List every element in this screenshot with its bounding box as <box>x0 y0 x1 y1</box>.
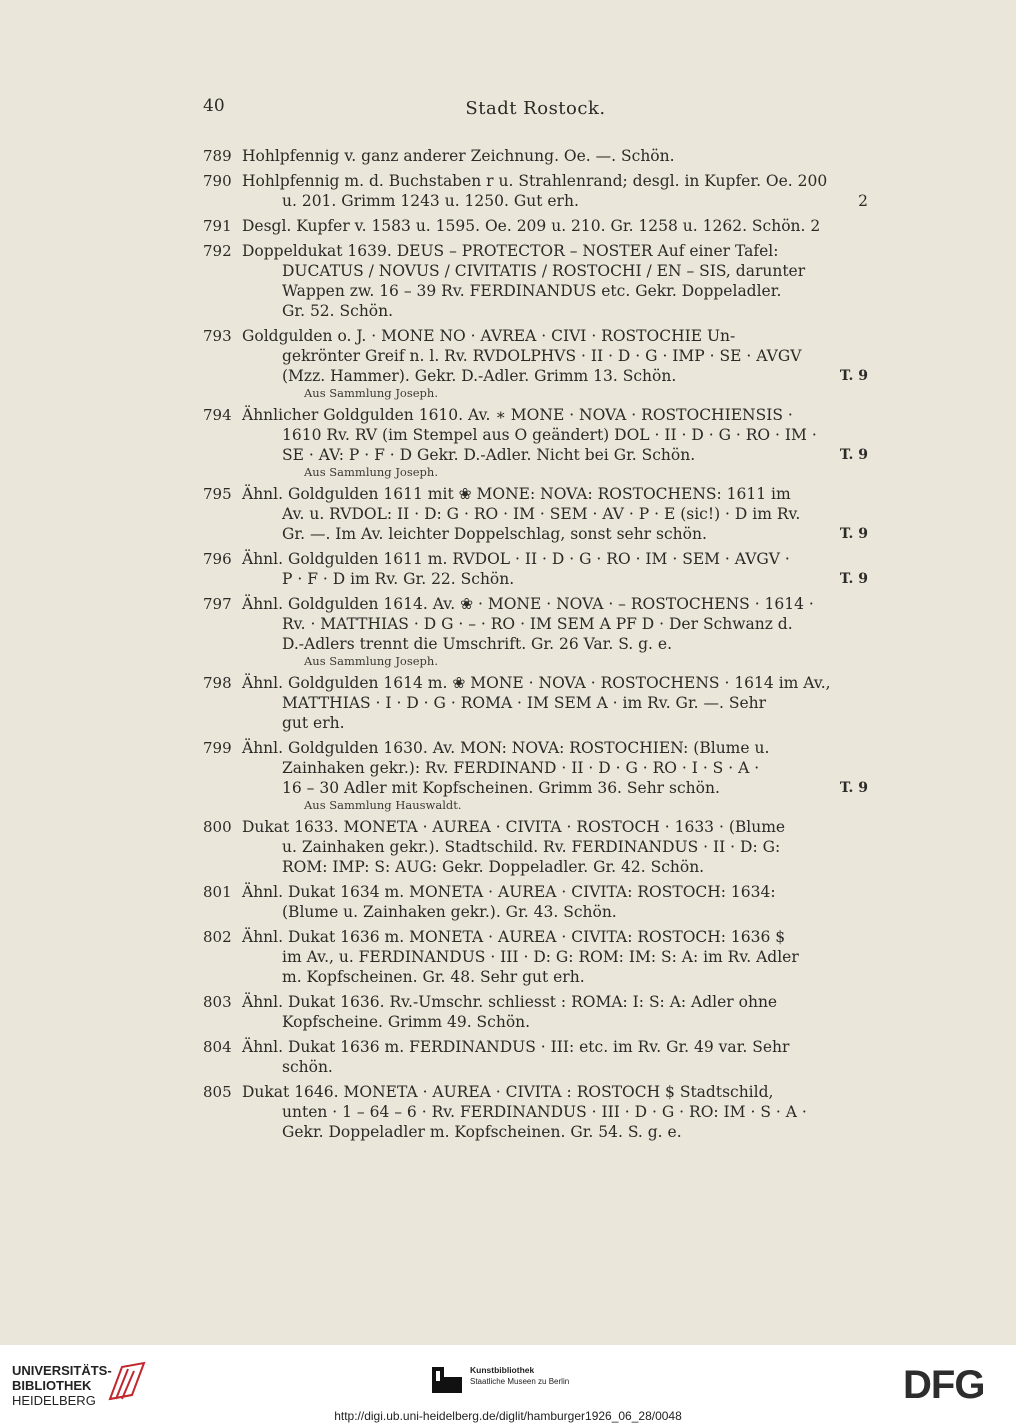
kunstbibliothek-mark-icon <box>432 1367 462 1393</box>
entry-number: 791 <box>203 217 232 235</box>
entry-line: (Mzz. Hammer). Gekr. D.-Adler. Grimm 13. Schön. T. 9 <box>282 367 868 385</box>
entry-number: 795 <box>203 485 232 503</box>
entry-line: Kopfscheine. Grimm 49. Schön. <box>282 1013 531 1031</box>
entry-number: 794 <box>203 406 232 424</box>
entry-line: Zainhaken gekr.): Rv. FERDINAND · II · D · G · RO · I · S · A · <box>282 759 760 777</box>
entry-line: Gr. 52. Schön. <box>282 302 394 320</box>
entry-line: Gekr. Doppeladler m. Kopfscheinen. Gr. 54. S. g. e. <box>282 1123 682 1141</box>
entry-number: 792 <box>203 242 232 260</box>
entry-line: Ähnl. Dukat 1636. Rv.-Umschr. schliesst : ROMA: I: S: A: Adler ohne <box>242 993 778 1011</box>
entry-number: 802 <box>203 928 232 946</box>
permalink-url[interactable]: http://digi.ub.uni-heidelberg.de/diglit/hamburger1926_06_28/0048 <box>334 1409 682 1423</box>
entry-number: 793 <box>203 327 232 345</box>
entry-reference: T. 9 <box>839 447 868 463</box>
entry-line: u. Zainhaken gekr.). Stadtschild. Rv. FERDINANDUS · II · D: G: <box>282 838 781 856</box>
entry-line: Rv. · MATTHIAS · D G · – · RO · IM SEM A PF D · Der Schwanz d. <box>282 615 793 633</box>
entry-line: Ähnlicher Goldgulden 1610. Av. ∗ MONE · NOVA · ROSTOCHIENSIS · <box>242 406 793 424</box>
entry-line: Goldgulden o. J. · MONE NO · AVREA · CIVI · ROSTOCHIE Un- <box>242 327 736 345</box>
provenance-note: Aus Sammlung Joseph. <box>304 465 438 479</box>
entry-line: gekrönter Greif n. l. Rv. RVDOLPHVS · II · D · G · IMP · SE · AVGV <box>282 347 802 365</box>
entry-line: gut erh. <box>282 714 345 732</box>
entry-line: D.-Adlers trennt die Umschrift. Gr. 26 Var. S. g. e. <box>282 635 673 653</box>
catalogue-entry <box>203 549 868 589</box>
entry-number: 805 <box>203 1083 232 1101</box>
catalogue-entry <box>203 594 868 668</box>
entry-line: Doppeldukat 1639. DEUS – PROTECTOR – NOSTER Auf einer Tafel: <box>242 242 779 260</box>
catalogue-entry <box>203 405 868 479</box>
entry-number: 797 <box>203 595 232 613</box>
entry-reference: T. 9 <box>839 526 868 542</box>
entry-line: Ähnl. Dukat 1634 m. MONETA · AUREA · CIVITA: ROSTOCH: 1634: <box>242 883 776 901</box>
catalogue-entry <box>203 1082 868 1142</box>
catalogue-entry <box>203 1037 868 1077</box>
entry-number: 801 <box>203 883 232 901</box>
entry-number: 796 <box>203 550 232 568</box>
digitization-footer: UNIVERSITÄTS- BIBLIOTHEK HEIDELBERG Kunstbibliothek Staatliche Museen zu Berlin DFG http://digi.ub.uni-heidelberg.de/diglit/hamburger1926_06_28/0048 <box>0 1345 1016 1425</box>
entry-number: 798 <box>203 674 232 692</box>
catalogue-entry <box>203 241 868 321</box>
entry-reference: 2 <box>858 192 868 210</box>
catalogue-entry <box>203 216 868 236</box>
entry-line: DUCATUS / NOVUS / CIVITATIS / ROSTOCHI / EN – SIS, darunter <box>282 262 806 280</box>
page-header <box>203 96 868 124</box>
entry-reference: T. 9 <box>839 571 868 587</box>
entry-line: ROM: IMP: S: AUG: Gekr. Doppeladler. Gr. 42. Schön. <box>282 858 705 876</box>
entry-reference: T. 9 <box>839 780 868 796</box>
entry-line: Ähnl. Dukat 1636 m. MONETA · AUREA · CIVITA: ROSTOCH: 1636 $ <box>242 928 786 946</box>
entry-line: u. 201. Grimm 1243 u. 1250. Gut erh. 2 <box>282 192 868 210</box>
entry-line: MATTHIAS · I · D · G · ROMA · IM SEM A · im Rv. Gr. —. Sehr <box>282 694 767 712</box>
running-title: Stadt Rostock. <box>465 98 606 119</box>
entry-line: 16 – 30 Adler mit Kopfscheinen. Grimm 36. Sehr schön. T. 9 <box>282 779 868 797</box>
entry-number: 800 <box>203 818 232 836</box>
provenance-note: Aus Sammlung Joseph. <box>304 386 438 400</box>
dfg-logo[interactable]: DFG <box>903 1363 985 1407</box>
catalogue-entry <box>203 326 868 400</box>
entry-line: Ähnl. Goldgulden 1614. Av. ❀ · MONE · NOVA · – ROSTOCHENS · 1614 · <box>242 595 814 613</box>
entry-line: P · F · D im Rv. Gr. 22. Schön. T. 9 <box>282 570 868 588</box>
catalogue-entry <box>203 146 868 166</box>
entry-line: Hohlpfennig m. d. Buchstaben r u. Strahlenrand; desgl. in Kupfer. Oe. 200 <box>242 172 828 190</box>
catalogue-entry <box>203 927 868 987</box>
entry-line: Wappen zw. 16 – 39 Rv. FERDINANDUS etc. Gekr. Doppeladler. <box>282 282 782 300</box>
entry-number: 790 <box>203 172 232 190</box>
entry-line: Ähnl. Goldgulden 1630. Av. MON: NOVA: ROSTOCHIEN: (Blume u. <box>242 739 770 757</box>
catalogue-entries <box>203 146 868 1147</box>
entry-reference: T. 9 <box>839 368 868 384</box>
entry-number: 789 <box>203 147 232 165</box>
catalogue-entry <box>203 992 868 1032</box>
entry-line: Ähnl. Dukat 1636 m. FERDINANDUS · III: etc. im Rv. Gr. 49 var. Sehr <box>242 1038 790 1056</box>
entry-line: 1610 Rv. RV (im Stempel aus O geändert) DOL · II · D · G · RO · IM · <box>282 426 817 444</box>
entry-line: SE · AV: P · F · D Gekr. D.-Adler. Nicht bei Gr. Schön. T. 9 <box>282 446 868 464</box>
entry-line: Dukat 1633. MONETA · AUREA · CIVITA · ROSTOCH · 1633 · (Blume <box>242 818 786 836</box>
catalogue-entry <box>203 882 868 922</box>
entry-line: Gr. —. Im Av. leichter Doppelschlag, sonst sehr schön. T. 9 <box>282 525 868 543</box>
entry-line: Desgl. Kupfer v. 1583 u. 1595. Oe. 209 u. 210. Gr. 1258 u. 1262. Schön. 2 <box>242 217 821 235</box>
provenance-note: Aus Sammlung Joseph. <box>304 654 438 668</box>
entry-line: unten · 1 – 64 – 6 · Rv. FERDINANDUS · III · D · G · RO: IM · S · A · <box>282 1103 807 1121</box>
catalogue-entry <box>203 738 868 812</box>
provenance-note: Aus Sammlung Hauswaldt. <box>304 798 462 812</box>
entry-line: Hohlpfennig v. ganz anderer Zeichnung. Oe. —. Schön. <box>242 147 675 165</box>
page-number: 40 <box>203 96 225 116</box>
entry-line: im Av., u. FERDINANDUS · III · D: G: ROM: IM: S: A: im Rv. Adler <box>282 948 799 966</box>
entry-line: Av. u. RVDOL: II · D: G · RO · IM · SEM · AV · P · E (sic!) · D im Rv. <box>282 505 801 523</box>
entry-line: (Blume u. Zainhaken gekr.). Gr. 43. Schön. <box>282 903 617 921</box>
entry-number: 804 <box>203 1038 232 1056</box>
entry-line: m. Kopfscheinen. Gr. 48. Sehr gut erh. <box>282 968 585 986</box>
ub-heidelberg-logo[interactable]: UNIVERSITÄTS- BIBLIOTHEK HEIDELBERG <box>12 1363 112 1408</box>
entry-line: Ähnl. Goldgulden 1614 m. ❀ MONE · NOVA · ROSTOCHENS · 1614 im Av., <box>242 674 831 692</box>
entry-number: 799 <box>203 739 232 757</box>
entry-line: Dukat 1646. MONETA · AUREA · CIVITA : ROSTOCH $ Stadtschild, <box>242 1083 774 1101</box>
catalogue-entry <box>203 817 868 877</box>
ub-book-icon <box>104 1359 150 1405</box>
entry-line: schön. <box>282 1058 333 1076</box>
catalogue-entry <box>203 171 868 211</box>
entry-line: Ähnl. Goldgulden 1611 m. RVDOL · II · D · G · RO · IM · SEM · AVGV · <box>242 550 790 568</box>
entry-number: 803 <box>203 993 232 1011</box>
entry-line: Ähnl. Goldgulden 1611 mit ❀ MONE: NOVA: ROSTOCHENS: 1611 im <box>242 485 791 503</box>
catalogue-entry <box>203 484 868 544</box>
catalogue-entry <box>203 673 868 733</box>
